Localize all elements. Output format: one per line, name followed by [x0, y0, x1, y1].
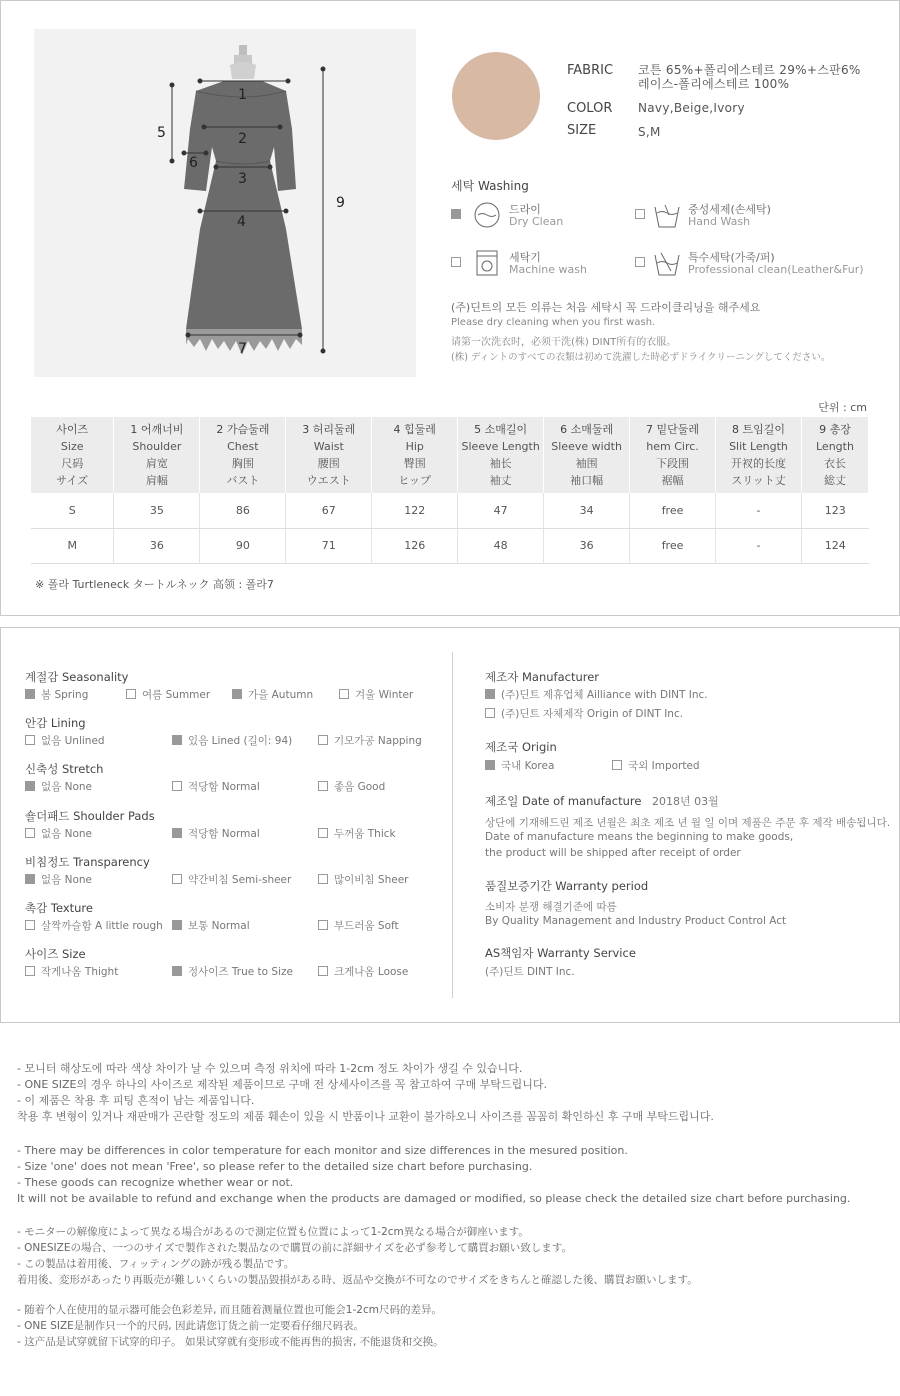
size-cell: 48: [458, 528, 544, 563]
size-col-header-line: 袖口幅: [570, 474, 604, 487]
hand-wash-en: Hand Wash: [688, 215, 751, 228]
dry-clean-ko: 드라이: [509, 203, 541, 216]
size-col-header: [801, 417, 868, 493]
attribute-option-label: 기모가공 Napping: [334, 735, 422, 748]
attribute-checkbox: [25, 874, 35, 884]
fabric-label: FABRIC: [567, 63, 614, 78]
size-col-header-line: ヒップ: [398, 474, 432, 487]
attribute-option: [318, 779, 385, 794]
size-table-body: [31, 493, 869, 563]
attribute-option: [25, 872, 92, 887]
fabric-value-2: 레이스-폴리에스테르 100%: [638, 77, 790, 91]
size-col-header: [114, 417, 200, 493]
manufacture-date-title: 제조일 Date of manufacture: [485, 794, 642, 808]
attribute-checkbox: [25, 828, 35, 838]
measure-label-6: 6: [189, 155, 198, 171]
attribute-option-label: 봄 Spring: [41, 689, 89, 701]
size-col-header-line: 袖围: [575, 457, 598, 470]
size-col-header-line: サイズ: [56, 474, 89, 487]
size-col-header-line: Waist: [313, 440, 344, 453]
size-col-header-line: 下段围: [656, 457, 690, 470]
garment-diagram: [34, 29, 416, 377]
attribute-option-label: 크게나옴 Loose: [334, 966, 409, 979]
size-col-header-line: Sleeve width: [551, 440, 622, 453]
attribute-option-label: 많이비침 Sheer: [334, 873, 409, 886]
notice-line: 着用後、変形があったり再販売が難しいくらいの製品毀損がある時、返品や交換が不可なのでサイズをきちんと確認した後、購買お願いします。: [17, 1274, 698, 1286]
machine-wash-ko: 세탁기: [509, 251, 541, 264]
as-value: (주)딘트 DINT Inc.: [485, 966, 575, 978]
attribute-option-label: 없음 None: [41, 827, 93, 840]
attribute-option: [126, 687, 210, 702]
size-col-header-line: 肩宽: [145, 457, 168, 470]
attribute-option: [25, 779, 92, 794]
attribute-checkbox: [172, 920, 182, 930]
size-col-header-line: 9 총장: [819, 423, 851, 436]
notice-jp: [17, 1224, 698, 1288]
attribute-option-label: 작게나옴 Thight: [41, 966, 119, 979]
measure-label-9: 9: [336, 195, 345, 211]
size-cell: free: [630, 493, 716, 528]
attribute-checkbox: [318, 966, 328, 976]
attribute-option-label: 적당함 Normal: [188, 781, 260, 794]
size-col-header-line: 腰围: [317, 457, 340, 470]
panel-divider: [452, 652, 453, 998]
notice-line: It will not be available to refund and exchange when the products are damaged or modified, so please check the detailed size chart before purchasing.: [17, 1192, 851, 1205]
notice-line: 착용 후 변형이 있거나 재판매가 곤란할 정도의 제품 훼손이 있을 시 반품이나 교환이 불가하오니 사이즈를 꼼꼼히 확인하신 후 구매 부탁드립니다.: [17, 1110, 714, 1123]
washing-note-ko: (주)딘트의 모든 의류는 처음 세탁시 꼭 드라이클리닝을 해주세요: [451, 301, 761, 314]
manufacture-date-note-1: 상단에 기재해드린 제조 년월은 최초 제조 년 월 일 이며 제품은 주문 후 제작 배송됩니다.: [485, 817, 891, 829]
attribute-option-label: 가을 Autumn: [248, 689, 314, 701]
attribute-option: [318, 918, 399, 933]
dry-clean-checkbox: [451, 209, 461, 219]
size-col-header-line: 8 트임길이: [731, 423, 785, 436]
size-col-header-line: 사이즈: [56, 423, 89, 436]
size-col-header: [200, 417, 286, 493]
attribute-option-label: 없음 None: [41, 873, 93, 886]
notice-line: - 这产品是试穿就留下试穿的印子。 如果试穿就有变形或不能再售的损害, 不能退货和交换。: [17, 1336, 444, 1348]
size-col-header-line: 开衩的长度: [730, 457, 786, 470]
attribute-option-label: 여름 Summer: [142, 689, 211, 701]
color-label: COLOR: [567, 101, 613, 116]
attribute-checkbox: [318, 828, 328, 838]
as-title: AS책임자 Warranty Service: [485, 946, 636, 960]
professional-ko: 특수세탁(가죽/퍼): [688, 251, 775, 264]
notice-ko: [17, 1061, 714, 1125]
size-cell: free: [630, 528, 716, 563]
attribute-checkbox: [25, 966, 35, 976]
size-cell: 34: [544, 493, 630, 528]
size-col-header-line: 肩幅: [145, 474, 168, 487]
origin-title: 제조국 Origin: [485, 740, 557, 754]
size-cell: 90: [200, 528, 286, 563]
dress-illustration: [34, 29, 416, 377]
attribute-option-label: 있음 Lined (길이: 94): [188, 735, 293, 748]
size-col-header-line: 4 힙둘레: [393, 423, 436, 436]
notice-line: - ONESIZEの場合、一つのサイズで製作された製品なので購買の前に詳細サイズを必ず参考して購買お願い致します。: [17, 1242, 572, 1254]
size-cell: 126: [372, 528, 458, 563]
notice-line: - モニターの解像度によって異なる場合があるので測定位置も位置によって1-2cm異なる場合が御座います。: [17, 1226, 529, 1238]
size-label: SIZE: [567, 123, 597, 138]
notice-line: - 随着个人在使用的显示器可能会色彩差异, 而且随着测量位置也可能会1-2cm尺码的差异。: [17, 1304, 442, 1316]
hand-wash-icon: [653, 201, 681, 229]
attribute-option-label: 없음 Unlined: [41, 735, 105, 748]
attribute-option: [25, 733, 105, 748]
origin-checkbox-1: [485, 760, 495, 770]
attribute-option: [318, 964, 408, 979]
attribute-option: [339, 687, 413, 702]
fabric-value-1: 코튼 65%+폴리에스테르 29%+스판6%: [638, 63, 861, 77]
attribute-option: [318, 826, 396, 841]
attribute-checkbox: [172, 781, 182, 791]
professional-checkbox: [635, 257, 645, 267]
professional-en: Professional clean(Leather&Fur): [688, 263, 864, 276]
size-col-header-line: Hip: [405, 440, 424, 453]
measure-label-7: 7: [238, 341, 247, 357]
attribute-checkbox: [25, 781, 35, 791]
size-col-header-line: 尺码: [61, 457, 84, 470]
attribute-option-label: 약간비침 Semi-sheer: [188, 873, 292, 886]
attribute-option: [172, 733, 292, 748]
fabric-swatch: [452, 52, 540, 140]
professional-clean-icon: [653, 249, 681, 277]
size-cell: 71: [286, 528, 372, 563]
washing-note-en: Please dry cleaning when you first wash.: [451, 317, 656, 328]
attribute-option: [172, 918, 250, 933]
manufacture-date-value: 2018년 03월: [652, 795, 719, 808]
size-col-header-line: 胸围: [231, 457, 254, 470]
size-col-header: [544, 417, 630, 493]
attribute-option: [318, 872, 408, 887]
attribute-option: [172, 872, 291, 887]
size-col-header: [372, 417, 458, 493]
size-cell: 86: [200, 493, 286, 528]
size-col-header-line: Length: [816, 440, 854, 453]
size-cell: 47: [458, 493, 544, 528]
attribute-option: [318, 733, 422, 748]
attribute-checkbox: [318, 874, 328, 884]
size-cell: M: [31, 528, 114, 563]
size-col-header-line: ウエスト: [306, 474, 351, 487]
attribute-option-label: 부드러움 Soft: [334, 920, 399, 932]
attribute-title: 비침정도 Transparency: [25, 854, 150, 869]
origin-option-1: [485, 758, 554, 773]
washing-title: 세탁 Washing: [451, 179, 529, 193]
manufacture-date-note-2: Date of manufacture means the beginning to make goods,: [485, 831, 794, 843]
notice-en: [17, 1143, 850, 1207]
attribute-option-label: 좋음 Good: [334, 781, 386, 794]
attribute-option-label: 없음 None: [41, 781, 93, 794]
unit-label: 단위 : cm: [818, 401, 867, 414]
attribute-checkbox: [172, 735, 182, 745]
manufacturer-option-1-label: (주)딘트 제휴업체 Ailliance with DINT Inc.: [501, 689, 708, 701]
size-col-header-line: 1 어깨너비: [130, 423, 184, 436]
notice-line: - There may be differences in color temperature for each monitor and size differences in the mesured position.: [17, 1144, 628, 1157]
measure-label-5: 5: [157, 125, 166, 141]
size-col-header-line: Shoulder: [132, 440, 182, 453]
washing-note-cn: 请第一次洗衣时，必须干洗(株) DINT所有的衣服。: [451, 337, 677, 348]
manufacturer-checkbox-1: [485, 689, 495, 699]
manufacturer-option-2-label: (주)딘트 자체제작 Origin of DINT Inc.: [501, 708, 684, 720]
attribute-title: 사이즈 Size: [25, 947, 86, 962]
manufacturer-title: 제조자 Manufacturer: [485, 670, 600, 684]
dry-clean-icon: [473, 201, 501, 229]
size-table: [31, 417, 869, 564]
size-col-header-line: Chest: [227, 440, 259, 453]
size-cell: 36: [114, 528, 200, 563]
size-col-header-line: 7 밑단둘레: [646, 423, 700, 436]
attribute-checkbox: [25, 735, 35, 745]
attribute-option-label: 두꺼움 Thick: [334, 827, 396, 840]
attribute-option-label: 보통 Normal: [188, 920, 250, 932]
attribute-checkbox: [339, 689, 349, 699]
size-col-header-line: Slit Length: [729, 440, 788, 453]
size-col-header-line: 5 소매길이: [474, 423, 528, 436]
size-col-header-line: 裾幅: [661, 474, 684, 487]
attribute-checkbox: [172, 966, 182, 976]
table-row: [31, 528, 869, 563]
size-cell: 35: [114, 493, 200, 528]
measure-label-1: 1: [238, 87, 247, 103]
table-row: [31, 493, 869, 528]
dry-clean-en: Dry Clean: [509, 215, 564, 228]
hand-wash-ko: 중성세제(손세탁): [688, 203, 771, 216]
warranty-line-2: By Quality Management and Industry Product Control Act: [485, 915, 787, 927]
dress-shape: [184, 81, 302, 337]
measure-label-2: 2: [238, 131, 247, 147]
product-attributes-panel: [0, 627, 900, 1023]
size-cell: -: [716, 528, 802, 563]
size-col-header-line: Sleeve Length: [461, 440, 540, 453]
attribute-title: 안감 Lining: [25, 716, 86, 731]
size-col-header-line: 3 허리둘레: [302, 423, 356, 436]
attribute-option-label: 겨울 Winter: [355, 689, 414, 701]
color-value: Navy,Beige,Ivory: [638, 101, 745, 115]
attribute-option: [172, 779, 260, 794]
size-col-header-line: 袖丈: [489, 474, 512, 487]
size-cell: -: [716, 493, 802, 528]
attribute-title: 촉감 Texture: [25, 901, 93, 915]
notice-cn: [17, 1302, 444, 1350]
size-col-header-line: スリット丈: [731, 474, 786, 487]
notice-line: - ONE SIZE是制作只一个的尺码, 因此请您订货之前一定要看仔细尺码表。: [17, 1320, 364, 1332]
attribute-option: [25, 687, 88, 702]
washing-machine-icon: [475, 249, 499, 277]
attribute-option: [25, 826, 92, 841]
size-col-header: [458, 417, 544, 493]
washing-note-jp: (株) ディントのすべての衣類は初めて洗濯した時必ずドライクリーニングしてください。: [451, 352, 831, 363]
size-col-header-line: 袖长: [489, 457, 512, 470]
attribute-checkbox: [25, 689, 35, 699]
attribute-option-label: 적당함 Normal: [188, 827, 260, 840]
size-col-header: [31, 417, 114, 493]
attribute-checkbox: [172, 874, 182, 884]
origin-option-1-label: 국내 Korea: [501, 760, 555, 772]
attribute-checkbox: [232, 689, 242, 699]
warranty-line-1: 소비자 분쟁 해결기준에 따름: [485, 901, 617, 913]
manufacturer-checkbox-2: [485, 708, 495, 718]
measure-label-3: 3: [238, 171, 247, 187]
size-col-header-line: 臀围: [403, 457, 426, 470]
size-cell: 123: [801, 493, 868, 528]
notice-line: - この製品は着用後、フィッティングの跡が残る製品です。: [17, 1258, 295, 1270]
origin-option-2-label: 국외 Imported: [628, 760, 700, 772]
size-table-header: [31, 417, 869, 493]
attribute-option: [172, 826, 260, 841]
warranty-title: 품질보증기간 Warranty period: [485, 879, 649, 893]
size-col-header-line: hem Circ.: [646, 440, 699, 453]
size-cell: 122: [372, 493, 458, 528]
notice-line: - 모니터 해상도에 따라 색상 차이가 날 수 있으며 측정 위치에 따라 1-2cm 정도 차이가 생길 수 있습니다.: [17, 1062, 523, 1075]
attribute-title: 계절감 Seasonality: [25, 670, 129, 684]
attribute-checkbox: [126, 689, 136, 699]
measure-label-4: 4: [237, 214, 246, 230]
size-col-header-line: 6 소매둘레: [560, 423, 614, 436]
attribute-option: [25, 918, 163, 933]
notice-line: - These goods can recognize whether wear or not.: [17, 1176, 294, 1189]
notice-line: - Size 'one' does not mean 'Free', so please refer to the detailed size chart before purchasing.: [17, 1160, 533, 1173]
size-cell: 67: [286, 493, 372, 528]
size-col-header-line: 総丈: [823, 474, 846, 487]
notice-line: - ONE SIZE의 경우 하나의 사이즈로 제작된 제품이므로 구매 전 상세사이즈를 꼭 참고하여 구매 부탁드립니다.: [17, 1078, 548, 1091]
size-cell: 36: [544, 528, 630, 563]
size-cell: S: [31, 493, 114, 528]
manufacturer-option-2: [485, 706, 683, 721]
origin-checkbox-2: [612, 760, 622, 770]
manufacture-date-note-3: the product will be shipped after receipt of order: [485, 847, 741, 859]
size-col-header: [286, 417, 372, 493]
attribute-option: [172, 964, 293, 979]
size-col-header-line: 衣长: [823, 457, 846, 470]
size-value: S,M: [638, 125, 661, 139]
attribute-checkbox: [318, 781, 328, 791]
size-col-header: [716, 417, 802, 493]
attribute-option-label: 정사이즈 True to Size: [188, 966, 293, 979]
attribute-option: [25, 964, 118, 979]
size-col-header-line: Size: [60, 440, 84, 453]
attribute-title: 숄더패드 Shoulder Pads: [25, 808, 155, 823]
origin-option-2: [612, 758, 700, 773]
hand-wash-checkbox: [635, 209, 645, 219]
attribute-checkbox: [318, 735, 328, 745]
manufacturer-option-1: [485, 687, 708, 702]
machine-wash-en: Machine wash: [509, 263, 587, 276]
machine-wash-checkbox: [451, 257, 461, 267]
attribute-checkbox: [318, 920, 328, 930]
size-footnote: ※ 폴라 Turtleneck タートルネック 高领 : 폴라7: [35, 578, 274, 591]
attribute-checkbox: [25, 920, 35, 930]
size-cell: 124: [801, 528, 868, 563]
size-col-header-line: バスト: [226, 474, 260, 487]
attribute-title: 신축성 Stretch: [25, 762, 104, 777]
size-col-header: [630, 417, 716, 493]
attribute-checkbox: [172, 828, 182, 838]
attribute-option-label: 살짝까슬함 A little rough: [41, 920, 163, 932]
attribute-option: [232, 687, 313, 702]
mannequin-neck: [230, 45, 256, 79]
size-col-header-line: 2 가슴둘레: [216, 423, 270, 436]
notice-line: - 이 제품은 착용 후 피팅 흔적이 남는 제품입니다.: [17, 1094, 255, 1107]
size-info-panel: [0, 0, 900, 616]
